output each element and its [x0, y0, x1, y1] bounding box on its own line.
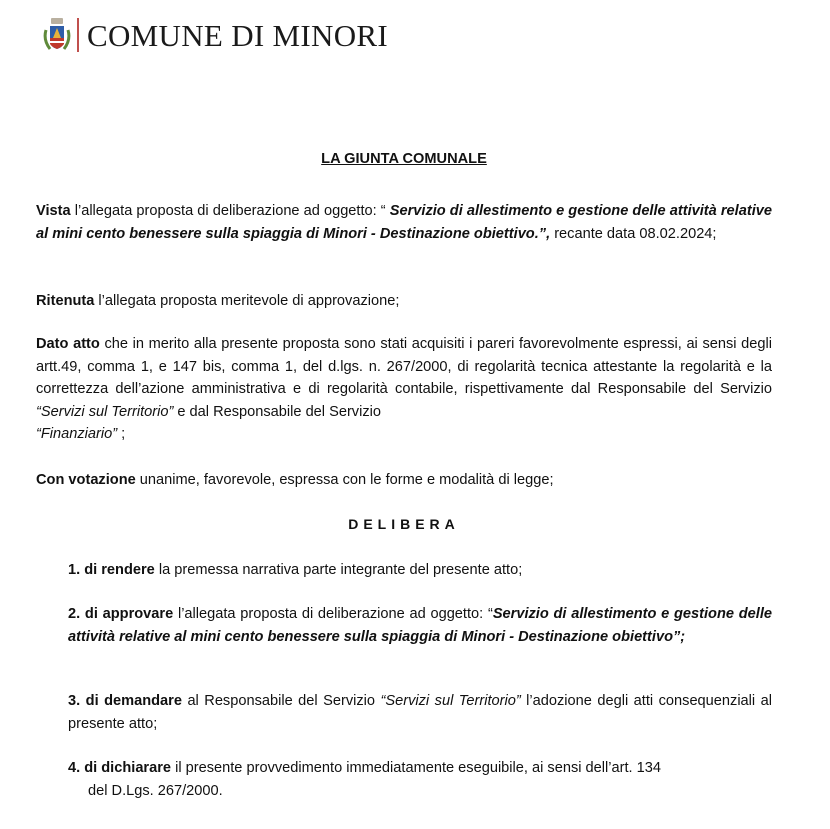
paragraph-lead: Vista — [36, 203, 71, 219]
municipal-crest-icon — [42, 16, 72, 54]
list-item — [68, 559, 772, 582]
list-item — [68, 690, 772, 735]
paragraph-text: ; — [117, 426, 126, 442]
paragraph-ritenuta — [36, 290, 772, 313]
paragraph-lead: Con votazione — [36, 472, 136, 488]
item-text: l’allegata proposta di deliberazione ad oggetto: “ — [173, 606, 493, 622]
paragraph-text: che in merito alla presente proposta sono stati acquisiti i pareri favorevolmente espressi, ai sensi degli artt.49, comma 1, e 147 bis, comma 1, del d.lgs. n. 267/2000, di regolarità tecnica attestante la regolarità e la correttezza dell’azione amministrativa e di regolarità contabile, rispettivamente dal Responsabile del Servizio — [36, 336, 772, 397]
item-text: la premessa narrativa parte integrante del presente atto; — [154, 562, 523, 578]
paragraph-vista — [36, 200, 772, 245]
item-text: l’adozione degli atti consequenziali al presente atto; — [68, 693, 772, 732]
subject-title: Servizio di allestimento e gestione delle attività relative al mini cento benessere sulla spiaggia di Minori - Destinazione obiettivo.”, — [36, 203, 772, 242]
item-lead: di approvare — [84, 606, 174, 622]
delibera-heading: DELIBERA — [348, 516, 460, 532]
paragraph-lead: Dato atto — [36, 336, 100, 352]
item-number: 4. — [68, 760, 81, 776]
item-number: 2. — [68, 606, 81, 622]
header — [42, 14, 388, 56]
item-lead: di demandare — [85, 693, 182, 709]
header-divider — [77, 18, 79, 52]
service-name: “Finanziario” — [36, 426, 118, 442]
item-text: il presente provvedimento immediatamente eseguibile, ai sensi dell’art. 134 — [171, 760, 661, 776]
item-text: del D.Lgs. 267/2000. — [88, 782, 223, 799]
list-item — [68, 757, 772, 802]
service-name: “Servizi sul Territorio” — [36, 403, 174, 420]
list-item — [68, 603, 772, 648]
paragraph-text: unanime, favorevole, espressa con le forme e modalità di legge; — [135, 472, 554, 488]
page-title: LA GIUNTA COMUNALE — [321, 151, 487, 167]
item-number: 3. — [68, 693, 81, 709]
paragraph-con-votazione — [36, 469, 772, 492]
service-name: “Servizi sul Territorio” — [380, 693, 521, 709]
item-number: 1. — [68, 562, 81, 578]
item-text: al Responsabile del Servizio — [181, 693, 381, 709]
item-lead: di dichiarare — [84, 760, 172, 776]
subject-title: Servizio di allestimento e gestione delle attività relative al mini cento benessere sulla spiaggia di Minori - Destinazione obiettivo”; — [68, 606, 772, 645]
paragraph-text: recante data 08.02.2024; — [550, 225, 717, 242]
paragraph-text: e dal Responsabile del Servizio — [173, 403, 382, 420]
paragraph-text: l’allegata proposta meritevole di approvazione; — [94, 293, 400, 309]
paragraph-lead: Ritenuta — [36, 293, 95, 309]
logo-text: COMUNE DI MINORI — [87, 17, 389, 53]
paragraph-dato-atto — [36, 333, 772, 446]
item-lead: di rendere — [84, 562, 155, 578]
paragraph-text: l’allegata proposta di deliberazione ad oggetto: “ — [70, 203, 390, 219]
